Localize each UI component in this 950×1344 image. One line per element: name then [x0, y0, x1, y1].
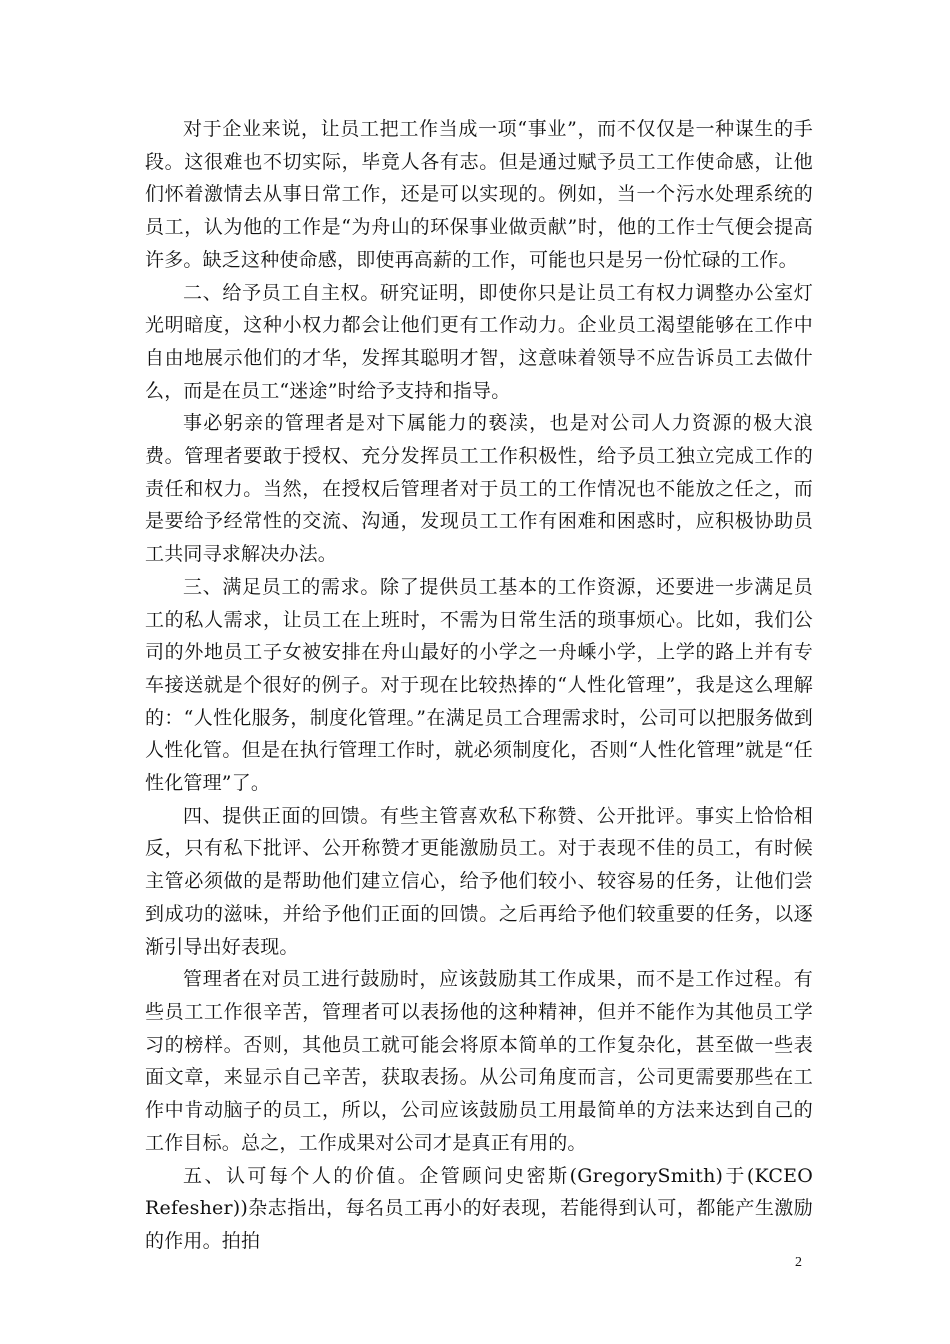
paragraph-autonomy: 二、给予员工自主权。研究证明，即使你只是让员工有权力调整办公室灯光明暗度，这种小权力都会让他们更有工作动力。企业员工渴望能够在工作中自由地展示他们的才华，发挥其聪明才智，这意味着领导不应告诉员工去做什么，而是在员工“迷途”时给予支持和指导。 — [145, 281, 813, 402]
paragraph-needs: 三、满足员工的需求。除了提供员工基本的工作资源，还要进一步满足员工的私人需求，让员工在上班时，不需为日常生活的琐事烦心。比如，我们公司的外地员工子女被安排在舟山最好的小学之一舟嵊小学，上学的路上并有专车接送就是个很好的例子。对于现在比较热捧的“人性化管理”，我是这么理解的：“人性化服务，制度化管理。”在满足员工合理需求时，公司可以把服务做到人性化管。但是在执行管理工作时，就必须制度化，否则“人性化管理”就是“任性化管理”了。 — [145, 575, 813, 795]
paragraph-recognition: 五、认可每个人的价值。企管顾问史密斯(GregorySmith)于(KCEO Refesher))杂志指出，每名员工再小的好表现，若能得到认可，都能产生激励的作用。拍拍 — [145, 1164, 813, 1252]
paragraph-results: 管理者在对员工进行鼓励时，应该鼓励其工作成果，而不是工作过程。有些员工工作很辛苦，管理者可以表扬他的这种精神，但并不能作为其他员工学习的榜样。否则，其他员工就可能会将原本简单的工作复杂化，甚至做一些表面文章，来显示自己辛苦，获取表扬。从公司角度而言，公司更需要那些在工作中肯动脑子的员工，所以，公司应该鼓励员工用最简单的方法来达到自己的工作目标。总之，工作成果对公司才是真正有用的。 — [145, 968, 813, 1154]
paragraph-mission: 对于企业来说，让员工把工作当成一项“事业”，而不仅仅是一种谋生的手段。这很难也不切实际，毕竟人各有志。但是通过赋予员工工作使命感，让他们怀着激情去从事日常工作，还是可以实现的。例如，当一个污水处理系统的员工，认为他的工作是“为舟山的环保事业做贡献”时，他的工作士气便会提高许多。缺乏这种使命感，即使再高薪的工作，可能也只是另一份忙碌的工作。 — [145, 118, 813, 271]
paragraph-feedback: 四、提供正面的回馈。有些主管喜欢私下称赞、公开批评。事实上恰恰相反，只有私下批评、公开称赞才更能激励员工。对于表现不佳的员工，有时候主管必须做的是帮助他们建立信心，给予他们较小、较容易的任务，让他们尝到成功的滋味，并给予他们正面的回馈。之后再给予他们较重要的任务，以逐渐引导出好表现。 — [145, 804, 813, 958]
paragraph-delegation: 事必躬亲的管理者是对下属能力的亵渎，也是对公司人力资源的极大浪费。管理者要敢于授权、充分发挥员工工作积极性，给予员工独立完成工作的责任和权力。当然，在授权后管理者对于员工的工作情况也不能放之任之，而是要给予经常性的交流、沟通，发现员工工作有困难和困惑时，应积极协助员工共同寻求解决办法。 — [145, 412, 813, 566]
document-body — [145, 113, 813, 1258]
page-number: 2 — [795, 1255, 802, 1270]
